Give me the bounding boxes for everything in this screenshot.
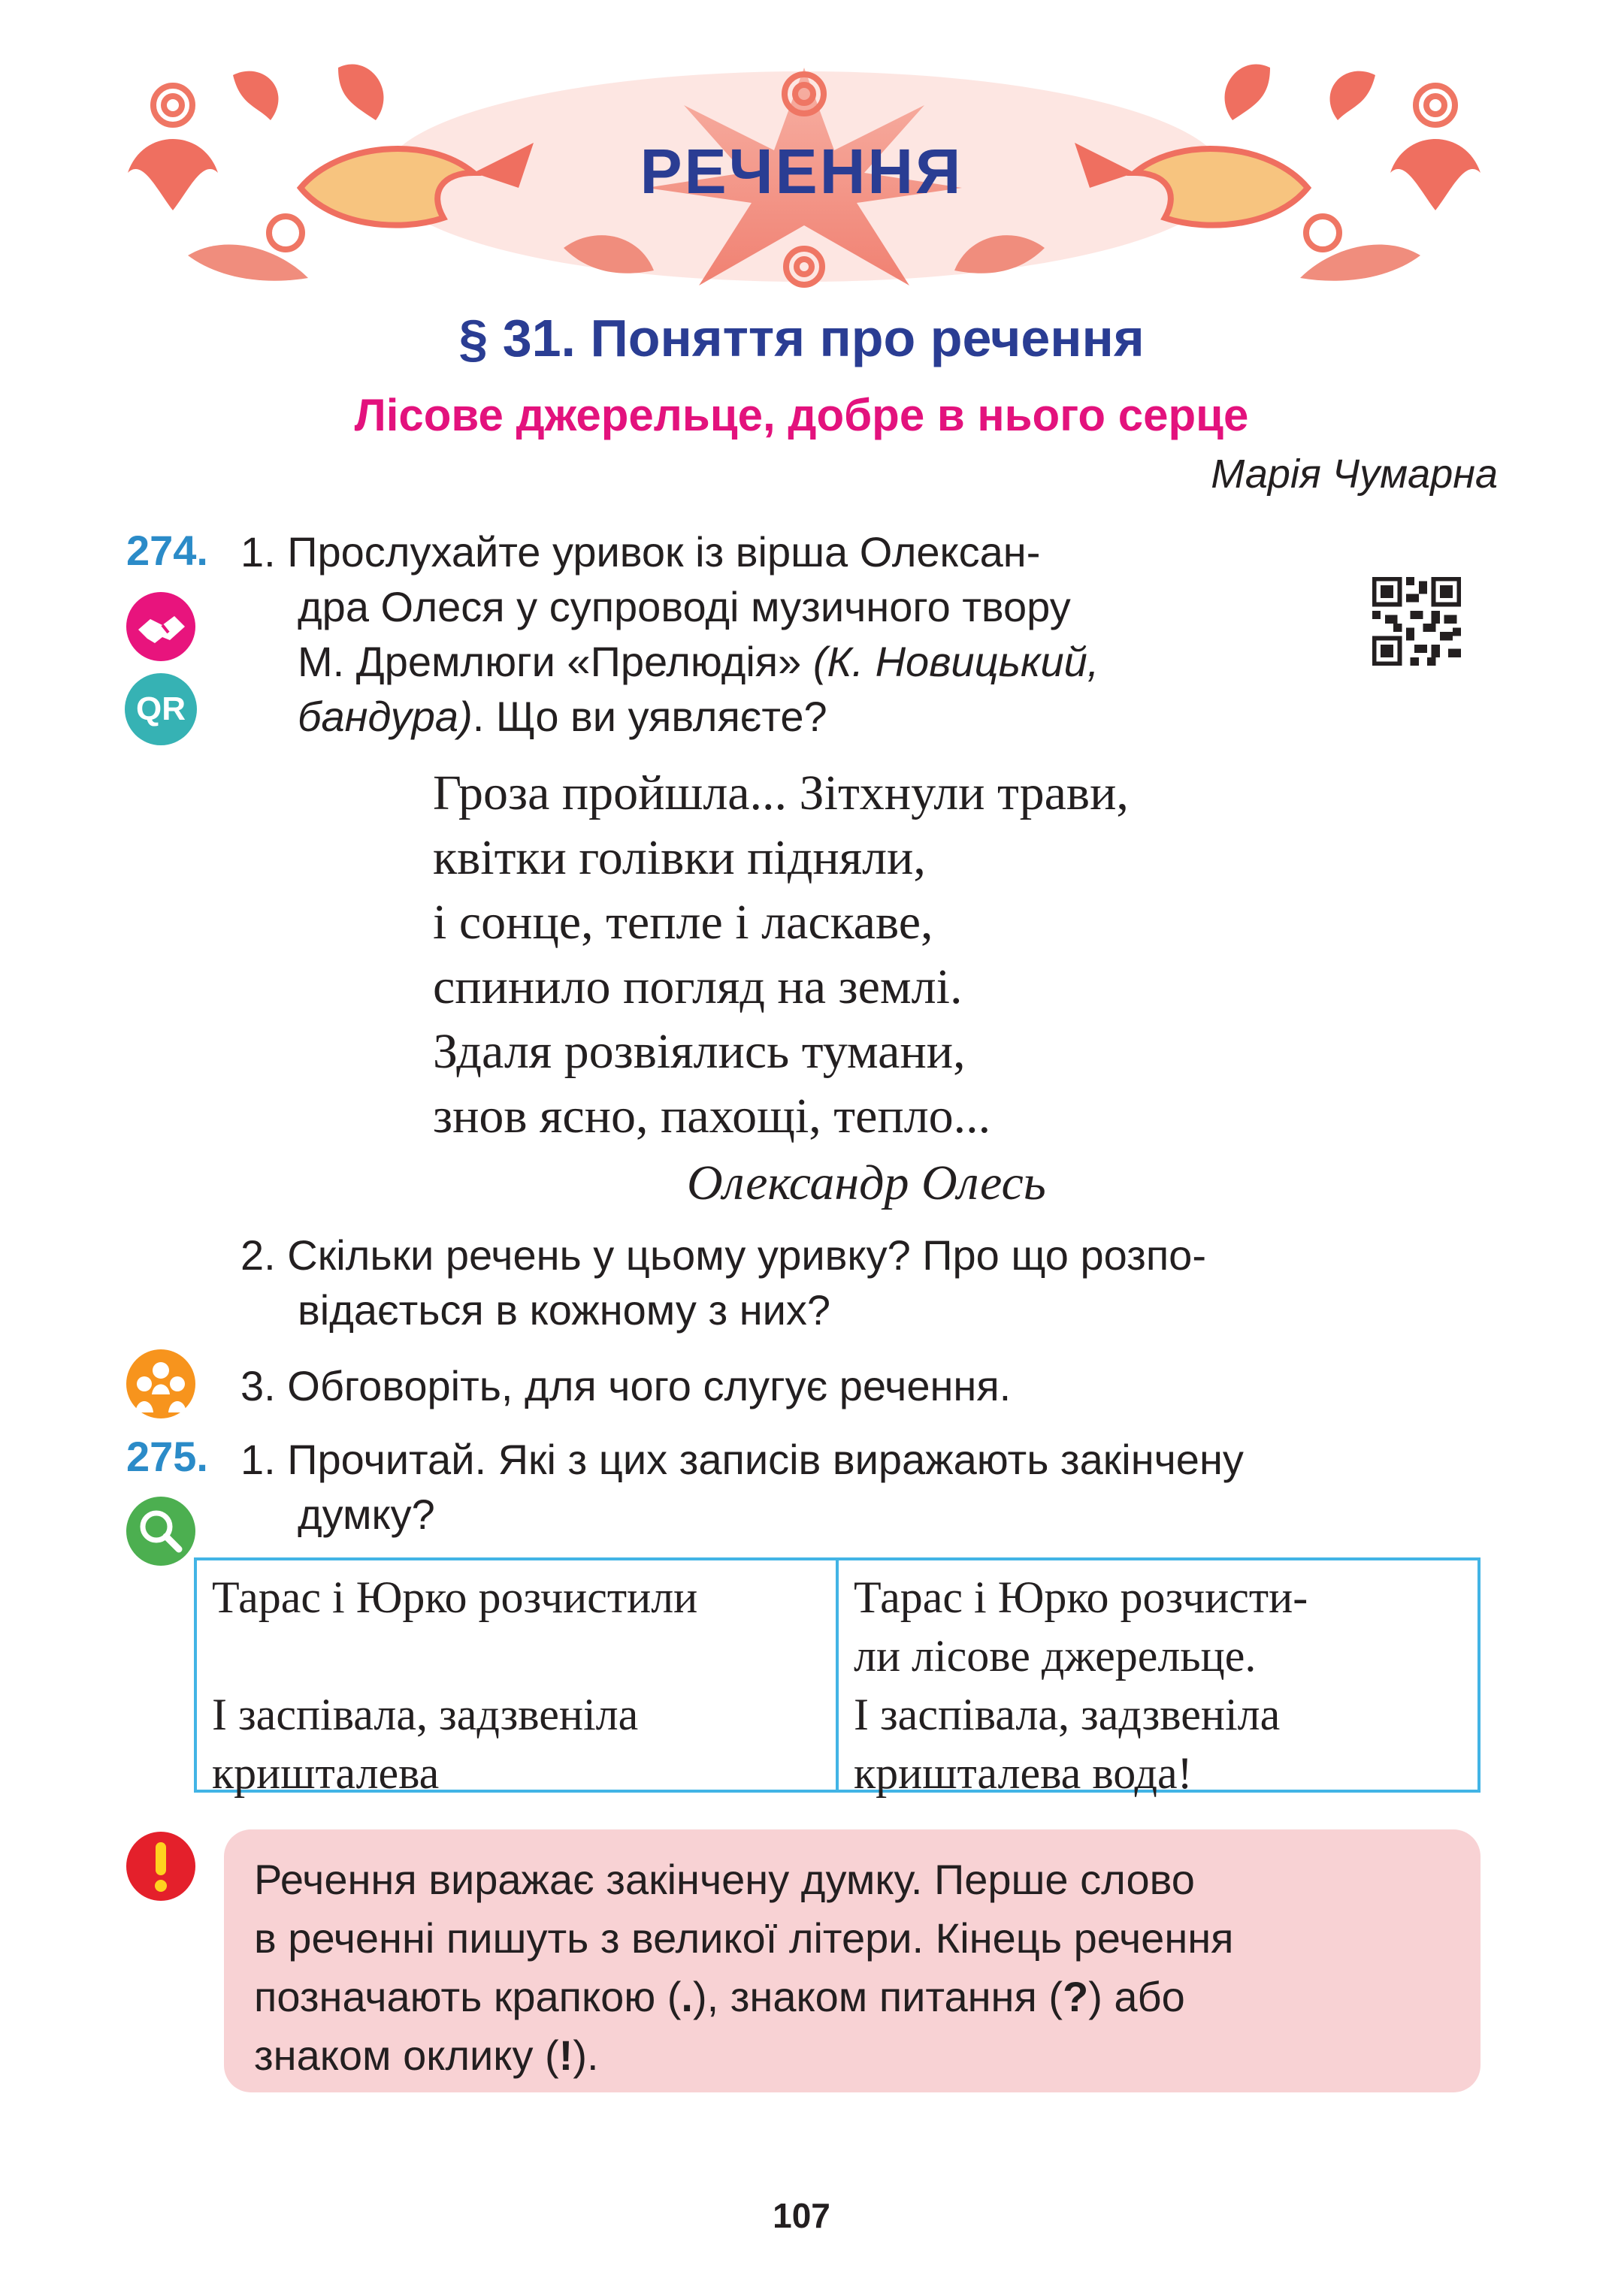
table-column-left	[197, 1560, 836, 1798]
exclamation-icon	[125, 1830, 197, 1902]
poem-line: Гроза пройшла... Зітхнули трави,	[433, 766, 1129, 820]
qr-badge-icon: QR	[125, 673, 197, 745]
epigraph-author: Марія Чумарна	[1211, 452, 1498, 497]
rule-line: в реченні пишуть з великої літери. Кінець речення	[254, 1914, 1234, 1962]
task-275-instruction	[240, 1432, 1488, 1542]
rule-text: знаком оклику (	[254, 2032, 559, 2079]
instruction-line	[240, 689, 1330, 744]
rule-text: позначають крапкою (	[254, 1973, 682, 2020]
period-symbol: .	[681, 1973, 693, 2020]
instruction-text: М. Дремлюги «Прелюдія»	[298, 638, 813, 685]
magnifier-icon	[125, 1495, 197, 1567]
poem-author: Олександр Олесь	[687, 1156, 1046, 1210]
table-cell-line: І заспівала, задзвеніла	[212, 1690, 639, 1739]
table-cell-line: кришталева	[212, 1748, 440, 1798]
epigraph: Лісове джерельце, добре в нього серце	[354, 390, 1249, 440]
instruction-italic: (К. Новицький,	[812, 638, 1099, 685]
question-symbol: ?	[1062, 1973, 1089, 2020]
instruction-line: дра Олеся у супроводі музичного твору	[298, 583, 1071, 630]
group-discussion-icon	[125, 1348, 197, 1420]
qr-code-icon[interactable]	[1372, 577, 1461, 666]
rule-line: Речення виражає закінчену думку. Перше слово	[254, 1856, 1195, 1903]
task-274-instruction	[240, 524, 1330, 744]
rule-text: ), знаком питання (	[692, 1973, 1063, 2020]
task-number-275: 275.	[126, 1433, 208, 1480]
table-cell-line: І заспівала, задзвеніла	[854, 1690, 1281, 1739]
table-cell-line: кришталева вода!	[854, 1748, 1193, 1798]
poem-line: і сонце, тепле і ласкаве,	[433, 895, 933, 950]
instruction-line: 1. Прочитай. Які з цих записів виражають закінчену	[240, 1436, 1244, 1483]
poem	[433, 761, 1410, 1149]
question-line: відається в кожному з них?	[298, 1286, 831, 1334]
task-number-274: 274.	[126, 527, 208, 574]
chapter-title: РЕЧЕННЯ	[640, 136, 963, 207]
exclamation-symbol: !	[558, 2032, 573, 2079]
instruction-italic: бандура)	[298, 693, 473, 740]
poem-line: знов ясно, пахощі, тепло...	[433, 1089, 991, 1143]
rule-text: ) або	[1088, 1973, 1185, 2020]
sentences-table	[194, 1557, 1481, 1798]
table-column-right	[836, 1560, 1477, 1798]
rule-box	[224, 1829, 1481, 2092]
task-274-question-3: 3. Обговоріть, для чого слугує речення.	[240, 1362, 1012, 1409]
table-cell-line	[212, 1627, 821, 1685]
question-line: 2. Скільки речень у цьому уривку? Про що розпо-	[240, 1231, 1206, 1279]
section-title: § 31. Поняття про речення	[458, 309, 1145, 367]
table-cell-line: Тарас і Юрко розчистили	[212, 1572, 698, 1622]
instruction-line: думку?	[298, 1491, 435, 1538]
rule-line	[254, 2026, 1450, 2085]
handshake-icon	[125, 591, 197, 663]
poem-line: спинило погляд на землі.	[433, 959, 963, 1014]
table-cell-line: ли лісове джерельце.	[854, 1631, 1257, 1681]
poem-line: квітки голівки підняли,	[433, 830, 926, 885]
poem-line: Здаля розвіялись тумани,	[433, 1024, 966, 1079]
page-number: 107	[773, 2196, 830, 2235]
instruction-line: 1. Прослухайте уривок із вірша Олексан-	[240, 528, 1041, 576]
task-274-question-2	[240, 1228, 1488, 1337]
instruction-text: . Що ви уявляєте?	[472, 693, 827, 740]
table-cell-line: Тарас і Юрко розчисти-	[854, 1572, 1308, 1622]
rule-text: ).	[573, 2032, 599, 2079]
rule-line	[254, 1968, 1450, 2026]
instruction-line	[240, 634, 1330, 689]
